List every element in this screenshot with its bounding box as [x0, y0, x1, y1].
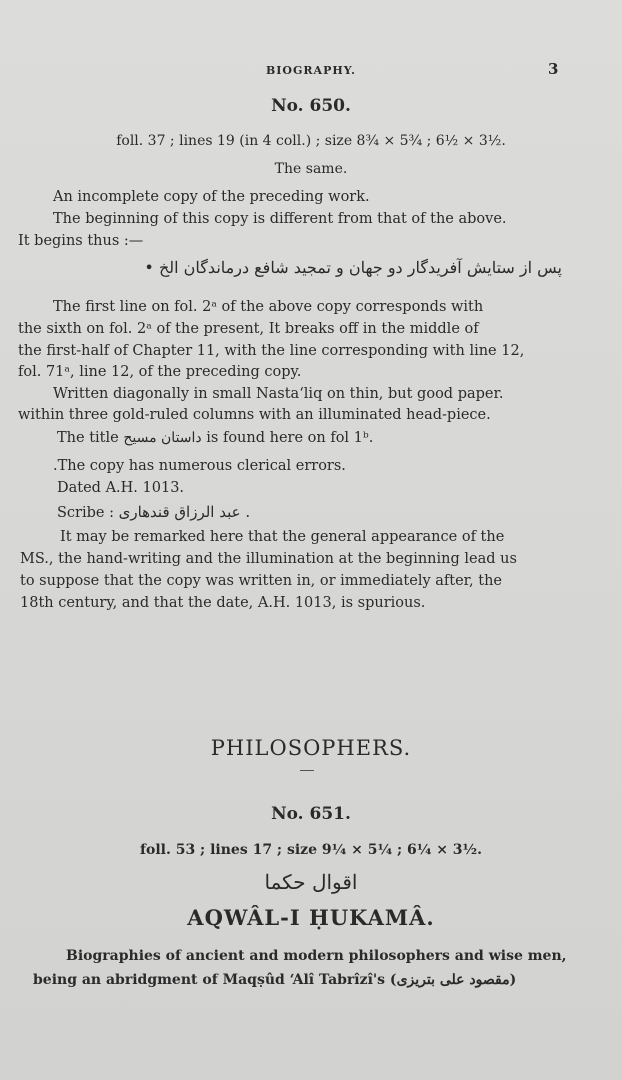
heading-ornament	[300, 770, 314, 771]
p-title-post: is found here on fol 1ᵇ.	[206, 430, 374, 446]
p-firstline-4: fol. 71ᵃ, line 12, of the preceding copy.	[18, 364, 302, 380]
p-scribe-pre: Scribe :	[57, 505, 114, 521]
entry-651-arabic-title: اقوال حکما	[264, 870, 358, 894]
p-remark-3: to suppose that the copy was written in, or immediately after, the	[20, 573, 502, 589]
entry-650-specs: foll. 37 ; lines 19 (in 4 coll.) ; size 8¾ × 5¾ ; 6½ × 3½.	[116, 133, 506, 149]
section-heading: PHILOSOPHERS.	[210, 736, 412, 760]
p-firstline-2: the sixth on fol. 2ᵃ of the present, It breaks off in the middle of	[18, 321, 479, 337]
running-title: BIOGRAPHY.	[265, 64, 357, 77]
entry-number-650: No. 650.	[271, 96, 351, 116]
p-dated: Dated A.H. 1013.	[57, 480, 185, 496]
arabic-incipit: پس از ستایش آفریدگار دو جهان و تمجید شافع درماندگان الخ •	[144, 258, 562, 277]
entry-651-specs: foll. 53 ; lines 17 ; size 9¼ × 5¼ ; 6¼ × 3½.	[139, 842, 483, 858]
p-title	[57, 428, 373, 448]
p-firstline-3: the first-half of Chapter 11, with the line corresponding with line 12,	[18, 343, 525, 359]
p-written-1: Written diagonally in small Nastaʻliq on thin, but good paper.	[53, 386, 504, 402]
p-beginning-1: The beginning of this copy is different from that of the above.	[53, 211, 507, 227]
entry-number-651: No. 651.	[271, 804, 351, 824]
p-scribe-arabic: عبد الرزاق قندهاری .	[118, 503, 251, 521]
entry-650-same: The same.	[274, 161, 348, 177]
p-firstline-1: The first line on fol. 2ᵃ of the above copy corresponds with	[53, 299, 484, 315]
p-errors: .The copy has numerous clerical errors.	[53, 458, 346, 474]
p-remark-1: It may be remarked here that the general appearance of the	[60, 529, 505, 545]
entry-651-desc-2: being an abridgment of Maqṣûd ʻAlî Tabrîzî's (مقصود علی بتریزی)	[33, 972, 517, 988]
p-beginning-2: It begins thus :—	[18, 233, 144, 249]
p-incomplete: An incomplete copy of the preceding work.	[53, 189, 370, 205]
p-title-pre: The title	[57, 430, 119, 446]
p-scribe	[57, 502, 250, 523]
p-title-arabic: داستان مسیح	[123, 430, 202, 446]
p-remark-4: 18th century, and that the date, A.H. 1013, is spurious.	[20, 595, 426, 611]
entry-651-title: AQWÂL-I ḤUKAMÂ.	[187, 905, 435, 930]
p-remark-2: MS., the hand-writing and the illumination at the beginning lead us	[20, 551, 517, 567]
page-number: 3	[548, 60, 559, 78]
p-written-2: within three gold-ruled columns with an illuminated head-piece.	[18, 407, 491, 423]
entry-651-desc-1: Biographies of ancient and modern philosophers and wise men,	[66, 948, 567, 964]
